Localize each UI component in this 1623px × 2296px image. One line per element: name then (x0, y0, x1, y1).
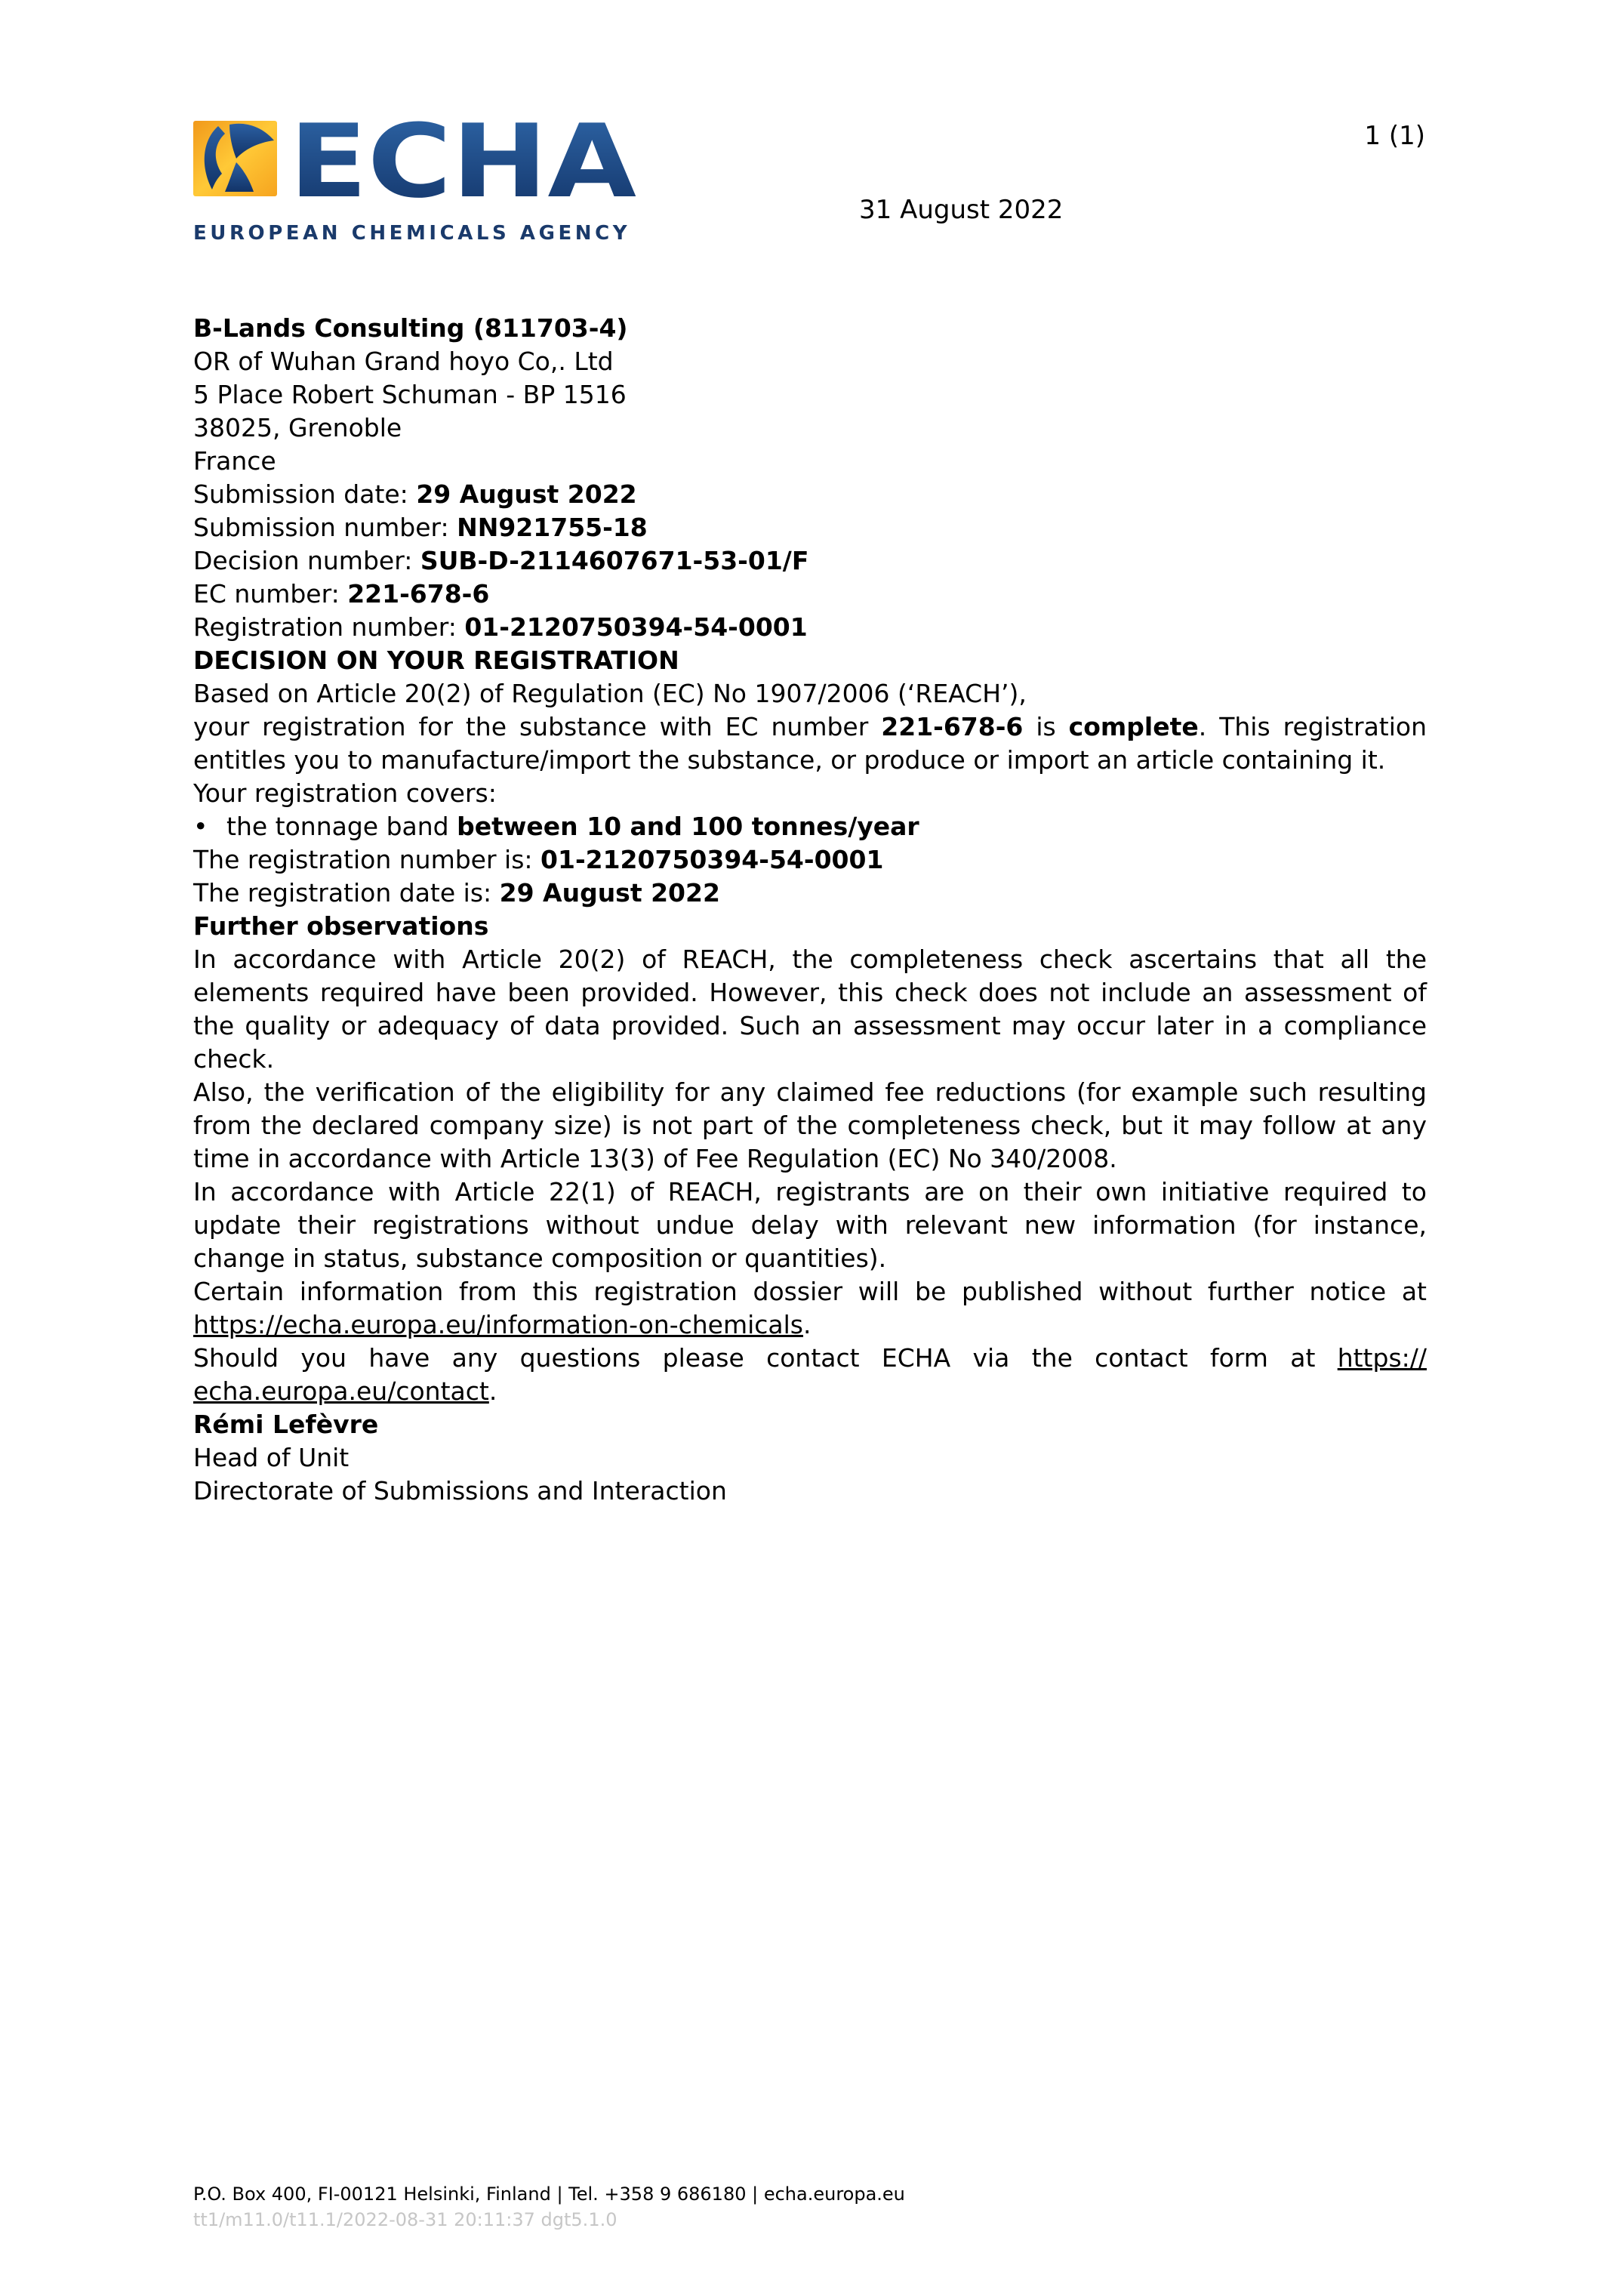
registration-date-bold: 29 August 2022 (499, 878, 720, 908)
paragraph-text: The registration date is: (193, 878, 500, 908)
footer-meta-line: tt1/m11.0/t11.1/2022-08-31 20:11:37 dgt5.1.0 (193, 2209, 617, 2230)
echa-acronym-text: ECHA (289, 121, 637, 202)
bullet-icon: • (193, 812, 208, 841)
detail-value: 01-2120750394-54-0001 (464, 612, 808, 642)
detail-value: 29 August 2022 (416, 479, 637, 509)
tonnage-band-bold: between 10 and 100 tonnes/year (457, 812, 919, 841)
letter-date: 31 August 2022 (859, 195, 1064, 225)
page-footer (193, 2181, 1427, 2233)
complete-bold: complete (1068, 712, 1199, 741)
recipient-address-line: OR of Wuhan Grand hoyo Co,. Ltd (193, 347, 614, 376)
paragraph-text: Certain information from this registration dossier will be published without further notice at (193, 1277, 1427, 1306)
echa-star-icon (193, 121, 277, 196)
signer-name: Rémi Lefèvre (193, 1410, 379, 1439)
signer-department: Directorate of Submissions and Interaction (193, 1476, 727, 1505)
registration-number-bold: 01-2120750394-54-0001 (540, 845, 884, 874)
detail-label: Registration number: (193, 612, 457, 642)
signature-block (193, 1408, 1427, 1508)
echa-wordmark: EUROPEAN CHEMICALS AGENCY (193, 222, 631, 245)
registration-date-line (193, 877, 1427, 910)
paragraph-text: . (488, 1376, 497, 1406)
recipient-name: B-Lands Consulting (811703-4) (193, 313, 628, 343)
detail-value: 221-678-6 (347, 579, 490, 609)
covers-label: Your registration covers: (193, 778, 497, 808)
echa-acronym (289, 121, 644, 202)
recipient-address-line: 5 Place Robert Schuman - BP 1516 (193, 380, 627, 409)
fee-verification-paragraph: Also, the verification of the eligibility for any claimed fee reductions (for example such resulting from the declared company size) is not part of the completeness check, but it may follow at any time in accordance with Article 13(3) of Fee Regulation (EC) No 340/2008. (193, 1077, 1427, 1173)
letter-body (193, 312, 1427, 1508)
paragraph-text: . This registration entitles you to manufacture/import the substance, or produce or import an article containing it. (193, 712, 1427, 775)
detail-value: SUB-D-2114607671-53-01/F (420, 546, 809, 575)
update-obligation-paragraph: In accordance with Article 22(1) of REACH, registrants are on their own initiative required to update their registrations without undue delay with relevant new information (for instance, change in status, substance composition or quantities). (193, 1177, 1427, 1273)
recipient-address-line: 38025, Grenoble (193, 413, 402, 442)
recipient-address-line: France (193, 446, 276, 476)
based-on-line: Based on Article 20(2) of Regulation (EC) No 1907/2006 (‘REACH’), (193, 679, 1027, 708)
paragraph-text: Should you have any questions please contact ECHA via the contact form at (193, 1343, 1338, 1373)
publication-paragraph (193, 1275, 1427, 1342)
detail-row-registration-number (193, 611, 1427, 644)
echa-logo-row (193, 121, 676, 202)
recipient-block (193, 312, 1427, 478)
detail-row-submission-number (193, 511, 1427, 544)
detail-label: Submission date: (193, 479, 408, 509)
paragraph-text: The registration number is: (193, 845, 541, 874)
decision-heading: DECISION ON YOUR REGISTRATION (193, 646, 679, 675)
ec-number-bold: 221-678-6 (881, 712, 1024, 741)
paragraph-text: is (1023, 712, 1069, 741)
contact-paragraph (193, 1342, 1427, 1408)
detail-row-submission-date (193, 478, 1427, 511)
echa-logo (193, 121, 676, 245)
signer-title: Head of Unit (193, 1443, 350, 1472)
information-on-chemicals-link[interactable]: https://echa.europa.eu/information-on-chemicals (193, 1310, 804, 1339)
detail-label: Submission number: (193, 513, 449, 542)
detail-row-decision-number (193, 544, 1427, 578)
tonnage-band-item (193, 810, 1427, 843)
detail-label: Decision number: (193, 546, 413, 575)
detail-label: EC number: (193, 579, 340, 609)
paragraph-text: the tonnage band (226, 812, 457, 841)
submission-details (193, 478, 1427, 644)
footer-contact-line: P.O. Box 400, FI-00121 Helsinki, Finland | Tel. +358 9 686180 | echa.europa.eu (193, 2184, 905, 2205)
further-observations-heading: Further observations (193, 911, 489, 941)
detail-row-ec-number (193, 578, 1427, 611)
paragraph-text: your registration for the substance with EC number (193, 712, 882, 741)
registration-number-line (193, 843, 1427, 877)
tonnage-band-text (226, 810, 919, 843)
contact-link-host: echa.europa.eu/contact (193, 1376, 489, 1406)
page-number: 1 (1) (1364, 121, 1425, 151)
detail-value: NN921755-18 (457, 513, 648, 542)
registration-complete-paragraph (193, 710, 1427, 777)
completeness-check-paragraph: In accordance with Article 20(2) of REACH, the completeness check ascertains that all the elements required have been provided. However, this check does not include an assessment of the quality or adequacy of data provided. Such an assessment may occur later in a compliance check. (193, 945, 1427, 1074)
paragraph-text: . (803, 1310, 812, 1339)
contact-link-scheme: https:// (1337, 1343, 1427, 1373)
